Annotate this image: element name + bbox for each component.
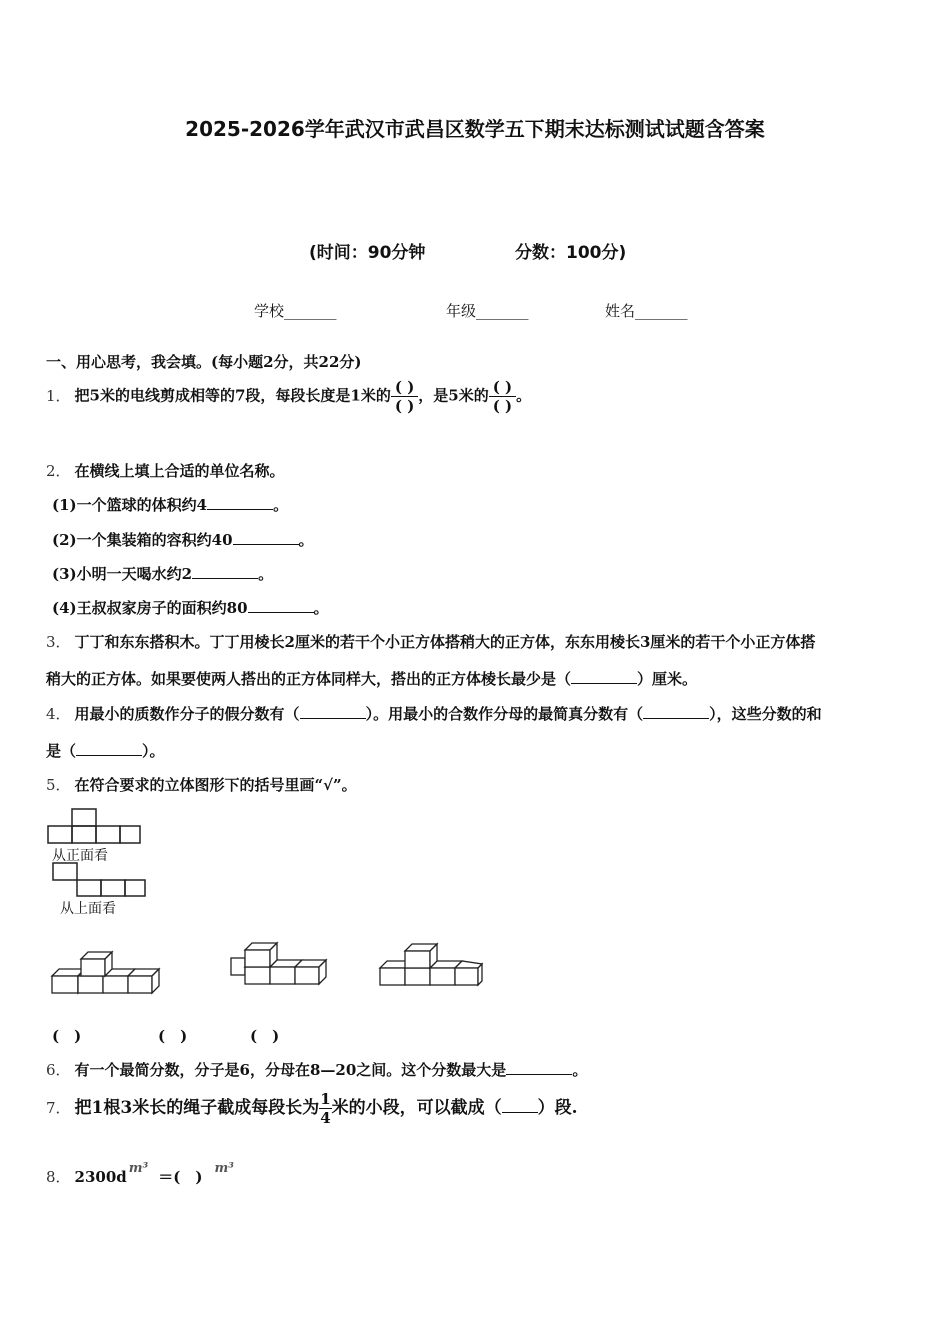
question-2-item: (3)小明一天喝水约2 。 [52,565,274,583]
front-view-square [96,826,120,843]
fraction-blank: $\frac{( )}{( )}$ [489,378,516,415]
exam-score: 分数：100分) [515,243,627,263]
question-2-item: (1)一个篮球的体积约4 。 [52,496,289,514]
answer-blank[interactable] [571,669,637,684]
name-field: 姓名_______ [605,302,688,320]
top-view-square [77,880,101,896]
exam-time: (时间：90分钟 [309,243,426,263]
question-4: 4． 用最小的质数作分子的假分数有（ ）。用最小的合数作分母的最简真分数有（ ），这些分数的和 [46,705,822,723]
cube-figure-a [48,942,163,1000]
choice-paren-a[interactable]: ( ) [52,1027,82,1045]
unit-cubic-meter: m³ [214,1161,234,1176]
question-2-item: (2)一个集装箱的容积约40 。 [52,531,314,549]
front-view-square [72,809,96,826]
answer-blank[interactable] [76,741,142,756]
section-heading: 一、用心思考，我会填。(每小题2分，共22分) [46,353,362,371]
page-title: 2025-2026学年武汉市武昌区数学五下期末达标测试试题含答案 [185,117,765,141]
answer-blank[interactable] [207,495,273,510]
question-2-item: (4)王叔叔家房子的面积约80 。 [52,599,329,617]
grade-field: 年级_______ [446,302,529,320]
answer-blank[interactable] [248,598,314,613]
front-view-square [72,826,96,843]
unit-cubic-meter: m³ [128,1161,149,1176]
school-field: 学校_______ [254,302,337,320]
cube-figure-b [228,940,333,990]
front-view-label: 从正面看 [52,848,108,864]
top-view-label: 从上面看 [60,901,116,917]
question-6: 6． 有一个最简分数，分子是6，分母在8—20之间。这个分数最大是 。 [46,1061,588,1079]
question-7: 7． 把1根3米长的绳子截成每段长为 $\frac{1}{4}$ 米的小段，可以截成（ ）段. [46,1090,578,1127]
question-1: 1． 把5米的电线剪成相等的7段，每段长度是1米的 $\frac{( )}{( )}$ ，是5米的 $\frac{( )}{( )}$ 。 [46,378,532,415]
question-3: 3． 丁丁和东东搭积木。丁丁用棱长2厘米的若干个小正方体搭稍大的正方体，东东用棱长3厘米的若干个小正方体搭 [46,633,816,651]
answer-blank[interactable] [233,530,299,545]
choice-paren-c[interactable]: ( ) [250,1027,280,1045]
question-number: 1． [46,386,71,405]
top-view-square [53,863,77,880]
fraction-one-quarter: $\frac{1}{4}$ [320,1090,331,1127]
question-5: 5． 在符合要求的立体图形下的括号里画“√”。 [46,776,357,794]
front-view-square [120,826,140,843]
choice-paren-b[interactable]: ( ) [158,1027,188,1045]
question-4-line2: 是（ ）。 [46,742,165,760]
answer-blank[interactable] [300,704,366,719]
question-2: 2． 在横线上填上合适的单位名称。 [46,462,285,480]
answer-blank[interactable] [506,1060,572,1075]
question-8: 8． 2300d m³ ＝( ) m³ [46,1161,234,1186]
top-view-square [125,880,145,896]
answer-blank[interactable] [192,564,258,579]
question-3-line2: 稍大的正方体。如果要使两人搭出的正方体同样大，搭出的正方体棱长最少是（ ）厘米。 [46,670,698,688]
fraction-blank: $\frac{( )}{( )}$ [391,378,418,415]
cube-figure-c [376,942,486,990]
answer-blank[interactable] [502,1098,538,1113]
top-view-square [101,880,125,896]
answer-blank[interactable] [643,704,709,719]
front-view-square [48,826,72,843]
